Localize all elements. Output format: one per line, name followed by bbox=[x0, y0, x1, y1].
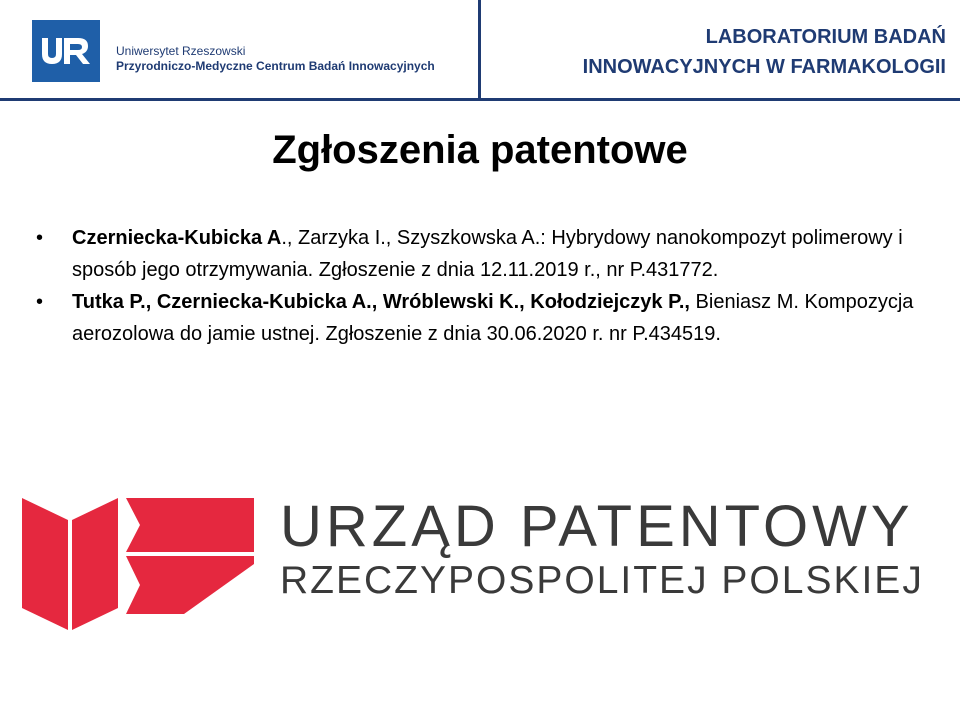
slide-header bbox=[0, 0, 960, 102]
publication-list bbox=[34, 222, 914, 350]
publication-authors-bold: Czerniecka-Kubicka A bbox=[72, 227, 282, 249]
patent-office-logo bbox=[22, 494, 942, 644]
university-line2: Przyrodniczo-Medyczne Centrum Badań Innowacyjnych bbox=[116, 59, 435, 73]
list-item bbox=[34, 286, 914, 350]
patent-office-name bbox=[280, 496, 924, 604]
lab-title-line2: INNOWACYJNYCH W FARMAKOLOGII bbox=[582, 56, 946, 78]
uprp-emblem-icon bbox=[22, 494, 254, 641]
header-divider bbox=[478, 0, 481, 100]
patent-office-line2: RZECZYPOSPOLITEJ POLSKIEJ bbox=[280, 559, 924, 602]
publication-authors-bold: Tutka P., Czerniecka-Kubicka A., Wróblewski K., Kołodziejczyk P., bbox=[72, 291, 690, 313]
header-rule bbox=[0, 98, 960, 101]
page-title: Zgłoszenia patentowe bbox=[272, 128, 688, 172]
lab-title bbox=[583, 22, 946, 82]
bullet: • bbox=[36, 291, 44, 313]
publication-details: Bieniasz M. Kompozycja aerozolowa do jamie ustnej. Zgłoszenie z dnia 30.06.2020 r. nr P.434519. bbox=[72, 291, 914, 345]
publication-details: ., Zarzyka I., Szyszkowska A.: Hybrydowy nanokompozyt polimerowy i sposób jego otrzymywania. Zgłoszenie z dnia 12.11.2019 r., nr P.431772. bbox=[72, 227, 903, 281]
university-line1: Uniwersytet Rzeszowski bbox=[116, 44, 246, 58]
bullet: • bbox=[36, 227, 44, 249]
ur-logo-icon bbox=[32, 20, 100, 82]
list-item bbox=[34, 222, 914, 286]
patent-office-line1: URZĄD PATENTOWY bbox=[280, 494, 914, 559]
lab-title-line1: LABORATORIUM BADAŃ bbox=[705, 26, 946, 48]
university-name bbox=[116, 44, 435, 74]
